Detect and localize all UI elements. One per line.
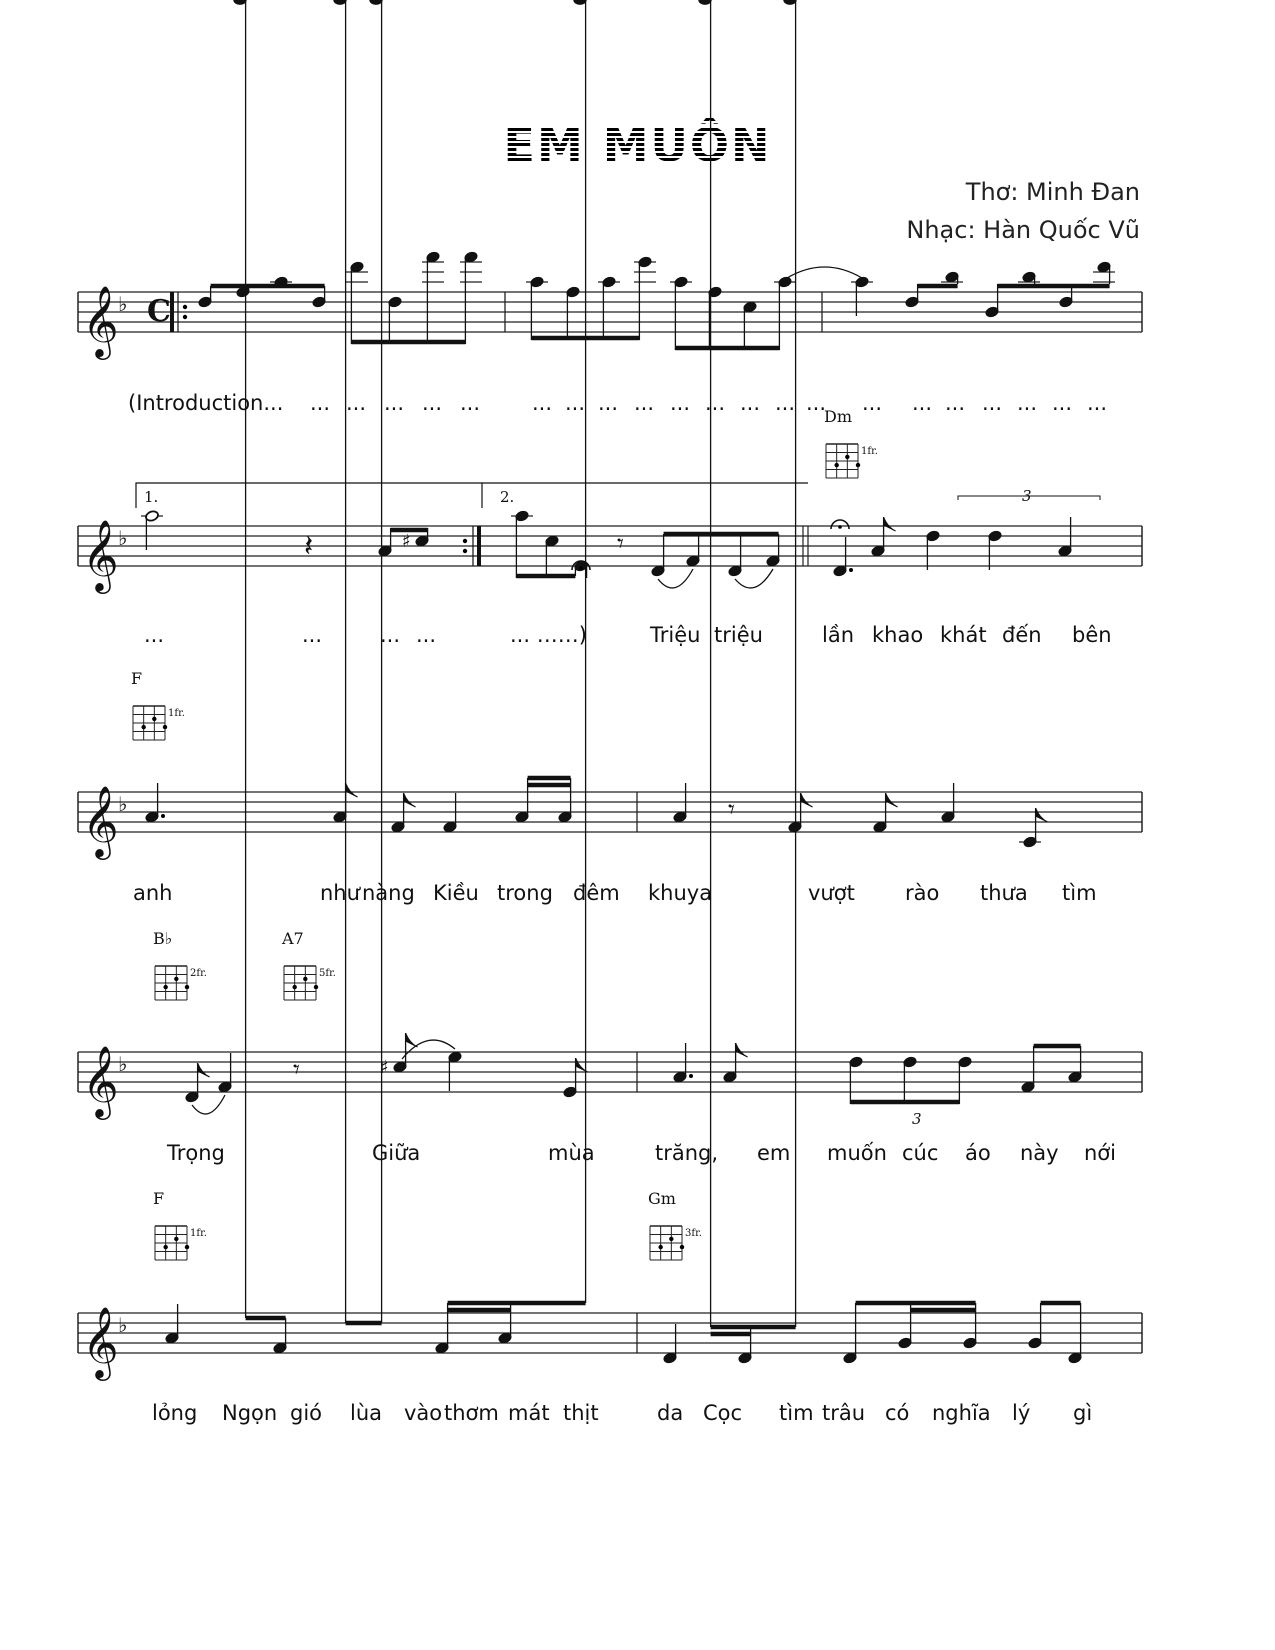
intro-lyric-word: ... [346,391,367,415]
chord-diagram-1 [133,706,167,740]
note-head [574,0,586,4]
volta-2-bracket [482,483,808,508]
intro-lyric-word: ... [310,391,331,415]
chord-diagram-5 [650,1226,684,1260]
verse-lyric-word: thơm [444,1401,499,1425]
chord-finger-dot [174,977,178,981]
eighth-rest: 𝄾 [293,1055,300,1085]
verse-lyric-word: ... ……) [510,623,587,647]
verse-lyric-word: vượt [808,881,855,905]
note-head [370,0,382,4]
treble-clef: 𝄞 [82,518,119,591]
composer-credit: Nhạc: Hàn Quốc Vũ [906,216,1140,244]
verse-lyric-word: trâu [822,1401,866,1425]
intro-lyric-word: ... [460,391,481,415]
note-head [334,0,346,4]
tuplet-number: 3 [912,1110,922,1128]
tuplet-number: 3 [1022,487,1032,505]
chord-finger-dot [658,1245,662,1249]
verse-lyric-word: khao [872,623,924,647]
verse-lyric-word: mát [508,1401,550,1425]
intro-lyric-word: ... [705,391,726,415]
verse-lyric-word: Giữa [372,1141,421,1165]
eighth-flag [198,1063,210,1077]
verse-lyric-word: anh [133,881,173,905]
verse-lyric-word: khuya [648,881,713,905]
chord-finger-dot [303,977,307,981]
verse-lyric-word: Cọc [703,1401,743,1425]
verse-lyric-word: Ngọn [222,1401,278,1425]
volta-2-label: 2. [500,488,515,506]
chord-fret-label: 5fr. [319,968,336,979]
verse-lyric-word: lùa [350,1401,383,1425]
verse-lyric-word: ... [380,623,401,647]
intro-lyric-word: ... [982,391,1003,415]
verse-lyric-word: nàng [362,881,415,905]
verse-lyric-word: khát [940,623,987,647]
intro-lyric-word: ... [532,391,553,415]
treble-clef: 𝄞 [82,1044,119,1117]
verse-lyric-word: mùa [548,1141,595,1165]
chord-finger-dot [163,725,167,729]
chord-name-3: A7 [282,929,304,948]
chord-finger-dot [163,1245,167,1249]
eighth-rest: 𝄾 [728,795,735,825]
treble-clef: 𝄞 [82,284,119,357]
chord-diagram-4 [155,1226,189,1260]
verse-lyric-word: thịt [563,1401,599,1425]
verse-lyric-word: đêm [573,881,620,905]
augmentation-dot [161,814,165,818]
key-signature-flat: ♭ [118,526,128,550]
augmentation-dot [689,1074,693,1078]
verse-lyric-word: vào [404,1401,443,1425]
verse-lyric-word: rào [905,881,940,905]
intro-lyric-word: ... [670,391,691,415]
intro-lyric-word: ... [775,391,796,415]
chord-fret-label: 2fr. [190,968,207,979]
verse-lyric-word: có [885,1401,910,1425]
chord-finger-dot [152,717,156,721]
chord-finger-dot [163,985,167,989]
treble-clef: 𝄞 [82,784,119,857]
fermata-dot [579,566,583,570]
verse-lyric-word: lần [822,623,855,647]
chord-finger-dot [680,1245,684,1249]
verse-lyric-word: nới [1084,1141,1116,1165]
verse-lyric-word: triệu [714,623,763,647]
intro-lyric-word: ... [1087,391,1108,415]
chord-finger-dot [141,725,145,729]
verse-lyric-word: gì [1073,1401,1093,1425]
key-signature-flat: ♭ [118,1313,128,1337]
chord-name-5: Gm [648,1189,676,1208]
verse-lyric-word: này [1020,1141,1059,1165]
verse-lyric-word: cúc [902,1141,939,1165]
eighth-flag [736,1043,748,1057]
sharp-accidental: ♯ [380,1057,389,1078]
note-head [234,0,246,4]
eighth-flag [886,793,898,807]
eighth-flag [1036,808,1048,822]
intro-lyric-word: ... [1052,391,1073,415]
chord-name-0: Dm [824,407,852,426]
volta-1-bracket [136,483,482,508]
verse-lyric-word: lỏng [152,1401,198,1425]
chord-fret-label: 1fr. [190,1228,207,1239]
verse-lyric-word: nghĩa [932,1401,991,1425]
verse-lyric-word: trong [497,881,553,905]
repeat-dot [183,305,187,309]
quarter-rest: 𝄽 [304,529,314,564]
key-signature-flat: ♭ [118,1052,128,1076]
eighth-flag [404,793,416,807]
repeat-dot [463,549,467,553]
intro-lyric-word: ... [634,391,655,415]
chord-diagram-0 [826,444,860,478]
eighth-rest: 𝄾 [617,529,624,559]
volta-1-label: 1. [144,488,159,506]
intro-lyric-word: ... [862,391,883,415]
intro-lyric-word: ... [565,391,586,415]
intro-lyric-word: ... [740,391,761,415]
chord-finger-dot [856,463,860,467]
verse-lyric-word: tìm [1062,881,1097,905]
note-head [784,0,796,4]
verse-lyric-word: Trọng [167,1141,225,1165]
verse-lyric-word: Kiều [433,881,479,905]
eighth-flag [346,783,358,797]
verse-lyric-word: như [320,881,360,905]
verse-lyric-word: ... [302,623,323,647]
chord-diagram-2 [155,966,189,1000]
verse-lyric-word: tìm [779,1401,814,1425]
chord-fret-label: 1fr. [168,708,185,719]
key-signature-flat: ♭ [118,292,128,316]
intro-lyric-word: (Introduction... [128,391,284,415]
verse-lyric-word: em [757,1141,791,1165]
verse-lyric-word: ... [416,623,437,647]
eighth-flag [406,1033,418,1047]
note-head [699,0,711,4]
slur [787,267,862,278]
eighth-flag [884,517,896,531]
verse-lyric-word: muốn [827,1141,887,1165]
verse-lyric-word: đến [1002,623,1042,647]
chord-diagram-3 [284,966,318,1000]
repeat-dot [183,315,187,319]
verse-lyric-word: trăng, [655,1141,719,1165]
chord-finger-dot [845,455,849,459]
chord-finger-dot [834,463,838,467]
song-title: EM MUỐN [0,118,1275,172]
chord-finger-dot [185,985,189,989]
verse-lyric-word: thưa [980,881,1028,905]
chord-finger-dot [314,985,318,989]
intro-lyric-word: ... [912,391,933,415]
chord-finger-dot [185,1245,189,1249]
augmentation-dot [849,568,853,572]
time-signature: C [147,294,171,329]
intro-lyric-word: ... [806,391,827,415]
chord-name-4: F [153,1189,165,1208]
chord-finger-dot [292,985,296,989]
verse-lyric-word: gió [290,1401,323,1425]
key-signature-flat: ♭ [118,792,128,816]
sharp-accidental: ♯ [402,531,411,552]
chord-fret-label: 1fr. [861,446,878,457]
poet-credit: Thơ: Minh Đan [965,178,1140,206]
verse-lyric-word: da [657,1401,684,1425]
chord-fret-label: 3fr. [685,1228,702,1239]
intro-lyric-word: ... [422,391,443,415]
intro-lyric-word: ... [945,391,966,415]
fermata-dot [838,525,842,529]
verse-lyric-word: Triệu [650,623,701,647]
verse-lyric-word: lý [1012,1401,1031,1425]
verse-lyric-word: áo [965,1141,991,1165]
verse-lyric-word: bên [1072,623,1112,647]
chord-finger-dot [174,1237,178,1241]
chord-name-1: F [131,669,143,688]
intro-lyric-word: ... [384,391,405,415]
chord-finger-dot [669,1237,673,1241]
verse-lyric-word: ... [144,623,165,647]
chord-name-2: B♭ [153,929,173,948]
eighth-flag [801,793,813,807]
intro-lyric-word: ... [1017,391,1038,415]
intro-lyric-word: ... [598,391,619,415]
treble-clef: 𝄞 [82,1305,119,1378]
repeat-dot [463,539,467,543]
